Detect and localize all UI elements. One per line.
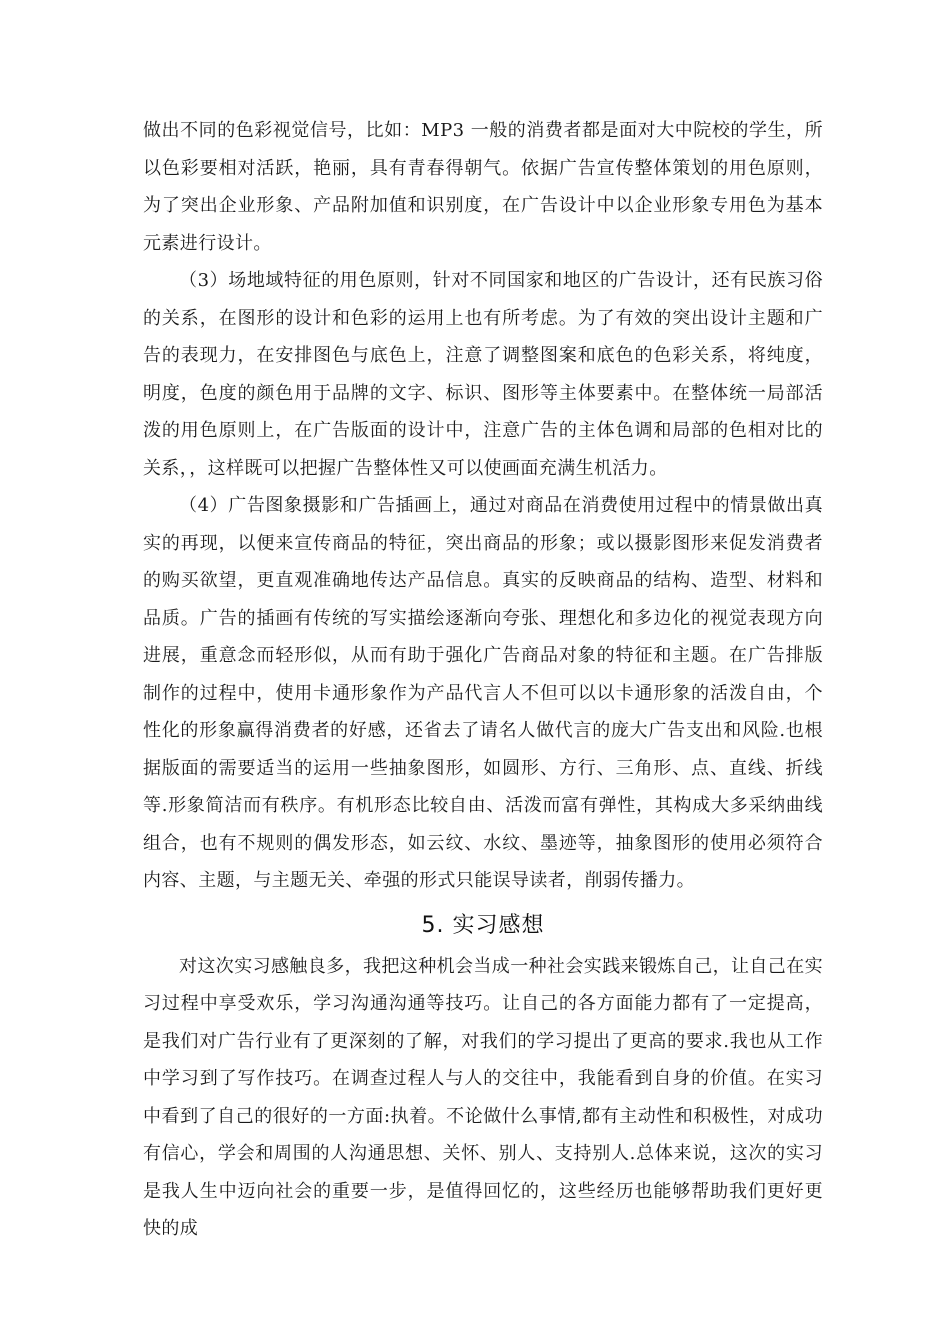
document-body	[143, 112, 823, 1248]
paragraph-internship-reflection: 对这次实习感触良多，我把这种机会当成一种社会实践来锻炼自己，让自己在实习过程中享受欢乐，学习沟通沟通等技巧。让自己的各方面能力都有了一定提高，是我们对广告行业有了更深刻的了解，对我们的学习提出了更高的要求.我也从工作中学习到了写作技巧。在调查过程人与人的交往中，我能看到自身的价值。在实习中看到了自己的很好的一方面:执着。不论做什么事情,都有主动性和积极性，对成功有信心，学会和周围的人沟通思想、关怀、别人、支持别人.总体来说，这次的实习是我人生中迈向社会的重要一步，是值得回忆的，这些经历也能够帮助我们更好更快的成	[143, 955, 823, 1239]
section-heading: 5. 实习感想	[421, 912, 545, 938]
paragraph-photo-illustration: （4）广告图象摄影和广告插画上，通过对商品在消费使用过程中的情景做出真实的再现，以便来宣传商品的特征，突出商品的形象；或以摄影图形来促发消费者的购买欲望，更直观准确地传达产品信息。真实的反映商品的结构、造型、材料和品质。广告的插画有传统的写实描绘逐渐向夸张、理想化和多边化的视觉表现方向进展，重意念而轻形似，从而有助于强化广告商品对象的特征和主题。在广告排版制作的过程中，使用卡通形象作为产品代言人不但可以以卡通形象的活泼自由，个性化的形象赢得消费者的好感，还省去了请名人做代言的庞大广告支出和风险.也根据版面的需要适当的运用一些抽象图形，如圆形、方行、三角形、点、直线、折线等.形象简洁而有秩序。有机形态比较自由、活泼而富有弹性，其构成大多采纳曲线组合，也有不规则的偶发形态，如云纹、水纹、墨迹等，抽象图形的使用必须符合内容、主题，与主题无关、牵强的形式只能误导读者，削弱传播力。	[143, 495, 823, 891]
paragraph-color-signals: 做出不同的色彩视觉信号，比如：MP3 一般的消费者都是面对大中院校的学生，所以色彩要相对活跃，艳丽，具有青春得朝气。依据广告宣传整体策划的用色原则，为了突出企业形象、产品附加值和识别度，在广告设计中以企业形象专用色为基本元素进行设计。	[143, 120, 823, 254]
paragraph-regional-color: （3）场地域特征的用色原则，针对不同国家和地区的广告设计，还有民族习俗的关系，在图形的设计和色彩的运用上也有所考虑。为了有效的突出设计主题和广告的表现力，在安排图色与底色上，注意了调整图案和底色的色彩关系，将纯度，明度，色度的颜色用于品牌的文字、标识、图形等主体要素中。在整体统一局部活泼的用色原则上，在广告版面的设计中，注意广告的主体色调和局部的色相对比的关系，，这样既可以把握广告整体性又可以使画面充满生机活力。	[143, 270, 823, 479]
